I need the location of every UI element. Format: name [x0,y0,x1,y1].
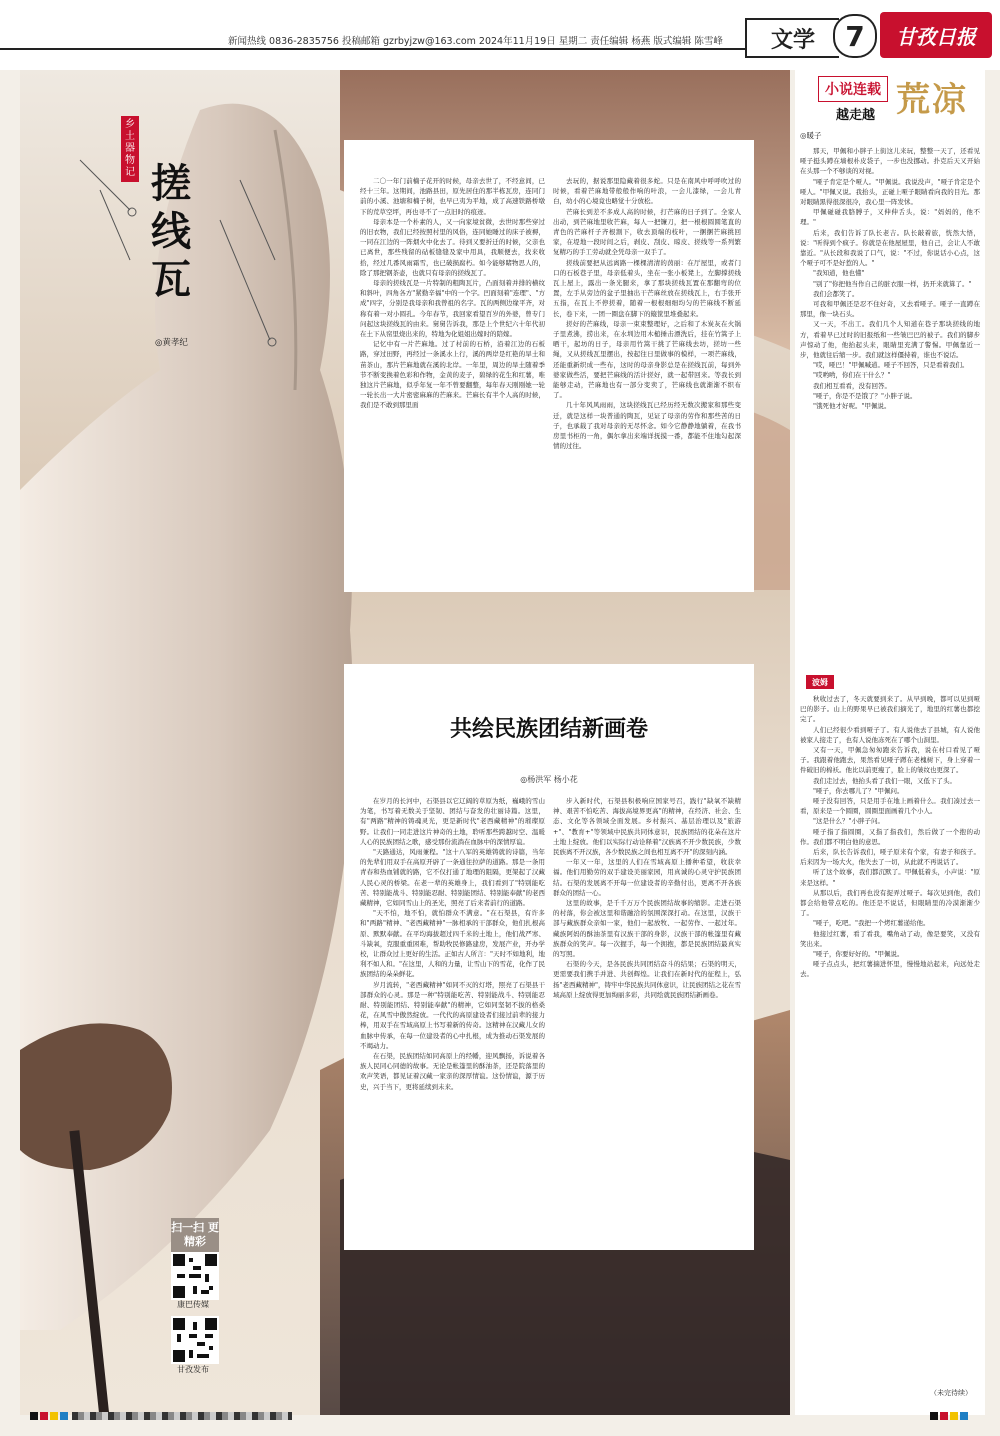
serial-badge: 小说连载 [818,76,888,102]
paragraph: "哑子，你去哪儿了？"甲佩问。 [813,786,904,795]
paragraph: 哑子指了指圆圈，又指了指我们，然后做了一个抱的动作。我们都不明白他的意思。 [800,827,980,846]
paragraph: 听了这个故事，我们都沉默了。甲佩低着头，小声说："原来是这样。" [800,868,980,887]
gray-scale-bar [72,1412,292,1420]
paragraph: 我们相互看看，没有回答。 [813,381,891,390]
paragraph: 二〇一年门前楠子花开的时候，母亲去世了，不经意间，已经十三年。这期间，池路县田，原先居住的那半栋瓦房，连同门前的小溪、池塘和楠子树，也早已夷为平地，成了高速铁路桥墩下的荒草空坪，再也寻不了一点旧时的痕迹。 [360,177,545,216]
paper-logo: 甘孜日报 [880,12,992,58]
paragraph: "哎，哑巴！"甲佩喊道。哑子不回答，只是看着我们。 [813,361,969,370]
paragraph: 这里的故事，是千千万万个民族团结故事的缩影。走进石渠的村落，你会被这里和谐融洽的氛围深深打动。在这里，汉族干部与藏族群众亲如一家，他们一起放牧、一起劳作、一起过年。藏族阿妈的酥油茶里有汉族干部的身影，汉族干部的帐篷里有藏族群众的笑声。每一次握手，每一个拥抱，都是民族团结最真实的写照。 [553,899,741,959]
section-label: 文学 [745,18,839,58]
paragraph: "这是什么？"小胖子问。 [813,817,884,826]
paragraph: 我们走过去，他抬头看了我们一眼，又低下了头。 [813,776,956,785]
masthead-info: 新闻热线 0836-2835756 投稿邮箱 gzrbyjzw@163.com 2024年11月19日 星期二 责任编辑 杨燕 版式编辑 陈雪峰 [228,36,723,47]
registration-mark [50,1412,58,1420]
paragraph: "别了"你把他当作自己的脏衣服一样，扔开来就算了。" [813,279,972,288]
paragraph: 在石渠，民族团结如同高原上的经幡，迎风飘扬，诉说着各族人民同心同德的故事。无论是帐篷里的酥油茶，还是院落里的欢声笑语，都见证着汉藏一家亲的深厚情谊。这份情谊，源于历史，兴于当下，更将延续到未来。 [360,1052,545,1091]
novel-part1 [800,146,980,668]
masthead-rule [0,48,770,50]
novel-part2 [800,694,980,1382]
qr-icon [173,1318,217,1362]
novel-title-big: 荒凉 [896,80,968,120]
registration-mark [960,1412,968,1420]
to-be-continued: （未完待续） [930,1389,972,1397]
masthead [0,0,1000,70]
registration-mark [30,1412,38,1420]
qr-label-2: 甘孜发布 [177,1365,209,1374]
novel-title-small: 越走越 [836,108,876,123]
paragraph: 人们已经很少看到哑子了。有人说他去了县城，有人说他被家人接走了，也有人说他冻死在了哪个山洞里。 [800,725,980,744]
paragraph: "饿死他才好呢。"甲佩说。 [813,402,891,411]
registration-mark [40,1412,48,1420]
page-number: 7 [833,14,877,58]
scan-label: 扫一扫 更精彩 [171,1218,219,1252]
paragraph: 从那以后，我们再也没有捉弄过哑子。每次见到他，我们都会给他带点吃的。他还是不说话，但眼睛里的冷漠渐渐少了。 [800,888,980,918]
registration-mark [950,1412,958,1420]
registration-mark [940,1412,948,1420]
paragraph: 岁月流转，"老西藏精神"如同不灭的灯塔，照亮了石渠县干部群众的心灵。那是一种"特别能吃苦、特别能战斗、特别能忍耐、特别能团结、特别能奉献"的精神，它如同坚韧不拔的格桑花，在风雪中傲然绽放。一代代的高原建设者们接过前辈的接力棒，用双手在雪域高原上书写着新的传奇。这精神在汉藏儿女的血脉中传承，在每一位建设者的心中扎根，成为推动石渠发展的不竭动力。 [360,980,545,1050]
article1-title: 搓线瓦 [151,161,191,303]
paragraph: "天路通达，风雨兼程。"这十八军的英雄铸就的诗篇，当年的先辈们用双手在高原开辟了一条通往拉萨的道路。那是一条用青春和热血铺就的路，它不仅打通了地理的阻隔，更架起了汉藏人民心灵的桥梁。在老一辈的英雄身上，我们看到了"特别能吃苦、特别能战斗、特别能忍耐、特别能团结、特别能奉献"的老西藏精神，它如同雪山上的圣光，照亮了后来者前行的道路。 [360,848,545,908]
paragraph: 母亲本是一个朴素的人，又一向家境贫微，去世时那些穿过的旧衣物，我们已经按照村里的风俗，连同她睡过的床子被褥，一同在江边的一阵烟火中化去了。待到又要折迁的时候，父亲也已离世，那些残留的砧板缝缝及家中用具，我顺便去，找来收拾，经过几番风雨霜雪，也已破损腐朽。如今能够睹物思人的，除了那把钢茶壶，也就只有母亲的搓线瓦了。 [360,217,545,277]
article1-col1 [360,176,545,586]
article2-col2 [553,796,741,1242]
registration-mark [930,1412,938,1420]
qr-code-1[interactable] [171,1252,219,1300]
article2-title: 共绘民族团结新画卷 [449,717,648,742]
paragraph: "哑子肯定是个哑人。"甲佩说。我说没声，"哑子肯定是个哑人。"甲佩又说。我抬头，正碰上哑子眼睛看向我的目光。那对眼睛黑得很深很冷，我心里一阵发怵。 [800,177,980,207]
paragraph: 母亲的搓线瓦是一片特制的粗陶瓦片，凸面刻着并排的横纹和斜叶，四角各方"紧勤辛福"中的一个字。凹面刻着"连理"、"方成"四字，分别是我母亲和我曾祖的名字。瓦的两侧边缘平齐，对称有着一对小圆孔。今年春节，我回家看望百岁的外婆，曾专门问起这块搓线瓦的由来。舅舅告诉我，那是上个世纪六十年代初在土下从窑里烧出来的，特地为化姐姐出嫁时的陪嫁。 [360,279,545,339]
paragraph: 后来，我们告诉了队长老吉。队长敲着旅，恍然大悟，说："听得到个疯子。你就是在他屋屋里，他自己，会让人不敢靠近。"从长段和我说了口气，说："不过，你说话小心点，这个哑子可不是好惹的人。" [800,228,980,268]
paragraph: 搓线前要把从远离路一棵棵清清的茵丽：在厅屋里，或者门口的石板巷子里，母亲低着头，坐在一张小板凳上，左脚撑搓线瓦上屋上，露出一条光腿来，拿了那块搓线瓦置在那翻弯的位置，左手从旁边的盆子里抽出干芒麻丝放在搓线瓦上，右手张开五指，在瓦上不停搓着，随着一根根细细均匀的芒麻线不断延长，卷下来，一团一圈盘在脚下的簸筐里堆叠起来。 [553,258,741,318]
paragraph: 步入新时代，石渠县积极响应国家号召，践行"缺氧不缺精神、艰苦不怕吃苦、海拔高境界更高"的精神，在经济、社会、生态、文化等各领域全面发展。乡村振兴、基层治理以及"旅游+"、"教育+"等领域中民族共同体意识，民族团结的花朵在这片土地上绽放。他们以实际行动诠释着"汉族离不开少数民族，少数民族离不开汉族，各少数民族之间也相互离不开"的深刻内涵。 [553,797,741,857]
paragraph: 可我和甲佩还是忍不住好奇，又去看哑子。哑子一直蹲在那里，像一块石头。 [800,300,980,319]
paragraph: 那天，甲佩和小胖子上街这儿来玩，整整一天了，还看见哑子挺头蹲在墙根朴皮袋子，一步也没挪动。扑克后天又开始在头那一个不够谈的对视。 [800,147,980,176]
registration-mark [60,1412,68,1420]
paragraph: 芒麻长到差不多成人高的时候，打芒麻的日子到了。全家人出动，到芒麻地里收芒麻，每人一把镰刀，把一根根圆圆笔直的青色的芒麻杆子齐根割下，收去顶端的枝叶，一捆捆芒麻挑回家，在堤地一段时间之后，剥皮、刮皮、晾皮、搓线等一系列繁复精巧的手工劳动就全凭母亲一双手了。 [553,207,741,257]
article1-kicker: 乡土器物记 [121,116,139,182]
paragraph: 哑子点点头，把红薯揣进怀里，慢慢地站起来，向远处走去。 [800,960,980,979]
subsection-badge: 波姆 [806,675,834,689]
article2-byline: ◎杨洪军 杨小花 [520,775,578,784]
paragraph: 搓好的芒麻线，母亲一束束整理好，之后和了木炭灰在火锅子里煮沸，捞出来，在水圳边用木槌捶击漂洗后，挂在竹篙子上晒干，起坊的日子，母亲用竹篙干挑了芒麻线去坊，搓坊一些绳，又从搓线瓦里摆出，按起往日里做事的模样，一项芒麻线，还能重新织成一些布，这时的母亲身影总是在搓线瓦前，每到外婆家做些活，要把芒麻线的活计搓好，就一起带回来。等我长到能够走动，芒麻地也有一部分变卖了，芒麻线也就渐渐不织布了。 [553,319,741,400]
article1-col2 [553,176,741,586]
article2-col1 [360,796,545,1242]
paragraph: "哎哟哟，你们在干什么？" [813,371,891,380]
paragraph: 秋收过去了，冬天就要到来了。从早到晚，都可以见到哑巴的影子。山上的野果早已被我们摘光了，地里的红薯也都挖完了。 [800,695,980,724]
paragraph: 他接过红薯，看了看我，嘴角动了动，像是要笑，又没有笑出来。 [800,929,980,948]
paragraph: 又有一天，甲佩急匆匆跑来告诉我，说在村口看见了哑子。我跟着他跑去，果然看见哑子蹲在老槐树下，身上穿着一件破旧的棉袄。他比以前更瘦了，脸上的皱纹也更深了。 [800,746,980,775]
paragraph: 哑子没有回答，只是用手在地上画着什么。我们凑过去一看，原来是一个圆圈，圆圈里面画着几个小人。 [800,797,980,816]
novel-author: ◎暖子 [800,131,822,140]
paragraph: 后来，队长告诉我们，哑子原来有个家，有妻子和孩子。后来因为一场大火，他失去了一切，从此就不再说话了。 [800,848,980,867]
qr-code-2[interactable] [171,1316,219,1364]
paragraph: "哑子，你是不是饿了？"小胖子说。 [813,391,917,400]
paragraph: 记忆中有一片芒麻地。过了村前的石桥，沿着江边的石板路，穿过田野，再经过一条溪水上行，溪的两岸是红艳的旱土和苗茶山，那片芒麻地就在溪的北岸。一年里，周边的旱土随着季节不断变换着色彩和作物，金黄的麦子，碧绿的花生和红薯，唯独这片芒麻地，似乎年复一年不曾要翻整，每年春天刚刚她一轮一轮长出一大片密密麻麻的芒麻来。芒麻长有半个人高的时候，我们是不敢到那里面 [360,340,545,410]
paragraph: "哑子，你要好好的。"甲佩说。 [813,950,904,959]
paragraph: 又一天，不出工。我们几个人知道在巷子那块搓线的地方，看着早已过时的旧报纸和一些皱巴巴的被子。我们的脚步声惊动了他，他抬起头来，眼睛里充满了警惕。甲佩靠近一步，他就往后缩一步。我们就这样僵持着，谁也不说话。 [800,320,980,360]
paragraph: 我们会都笑了。 [813,289,859,298]
paragraph: "我知道，他也懂" [813,269,865,278]
qr-label-1: 康巴传媒 [177,1300,209,1309]
qr-icon [173,1254,217,1298]
paragraph: 去玩的，据说那里隐藏着很多蛇。只是在南风中呼呼吹过的时候，看着芒麻地带般般作响的叶浪，一会儿漆绿，一会儿青白，幼小的心境竟也略觉十分放松。 [553,177,741,206]
paragraph: 在岁月的长河中，石渠县以它辽阔的草原为纸，巍峨的雪山为笔，书写着无数关于坚韧、团结与奋发的壮丽诗篇。这里，有"两路"精神的铸魂灵光，更是新时代"老西藏精神"的璀璨原野。让我们一同走进这片神奇的土地，聆听那些跨越时空、温暖人心的民族团结之歌，感受那份流淌在血脉中的深情厚谊。 [360,797,545,846]
paragraph: "天不怕，地不怕，就怕群众不满意。"在石渠县，有许多和"两路"精神、"老西藏精神"一脉相承的干部群众，他们扎根高原、默默奉献。在平均海拔超过四千米的土地上，他们战严寒、斗缺氧，克服重重困难，帮助牧民修路建房，发展产业，开办学校，让群众过上更好的生活。正如古人所言："天时不如地利，地利不如人和。"在这里，人和的力量，让雪山下的雪花，化作了民族团结的朵朵鲜花。 [360,909,545,979]
paragraph: 甲佩碰碰我胳膊子，又伸伸舌头，说："妈妈的，他不理。" [800,208,980,227]
article1-byline: ◎黄孝纪 [155,338,188,348]
paragraph: "哑子，吃吧。"我把一个烤红薯递给他。 [813,919,930,928]
paragraph: 一年又一年，这里的人们在雪域高原上播种希望，收获幸福。他们用勤劳的双手建设美丽家园，用真诚的心灵守护民族团结。石渠的发展离不开每一位建设者的辛勤付出，更离不开各族群众的团结一心。 [553,858,741,897]
paragraph: 石渠的今天，是各民族共同团结奋斗的结果；石渠的明天，更需要我们携手并进、共创辉煌。让我们在新时代的征程上，弘扬"老西藏精神"，铸牢中华民族共同体意识，让民族团结之花在雪域高原上绽放得更加绚丽多彩，共同绘就民族团结新画卷。 [553,960,741,999]
paragraph: 几十年风风雨雨，这块搓线瓦已经历经无数次搬家和那些变迁，就是这样一块普通的陶瓦，见证了母亲的劳作和那些苦的日子，也承载了我对母亲的无尽怀念。如今它静静地躺着，在我书房里书柜的一角，偶尔拿出来端详抚摸一番，都能不住地勾起深情的过往。 [553,401,741,451]
